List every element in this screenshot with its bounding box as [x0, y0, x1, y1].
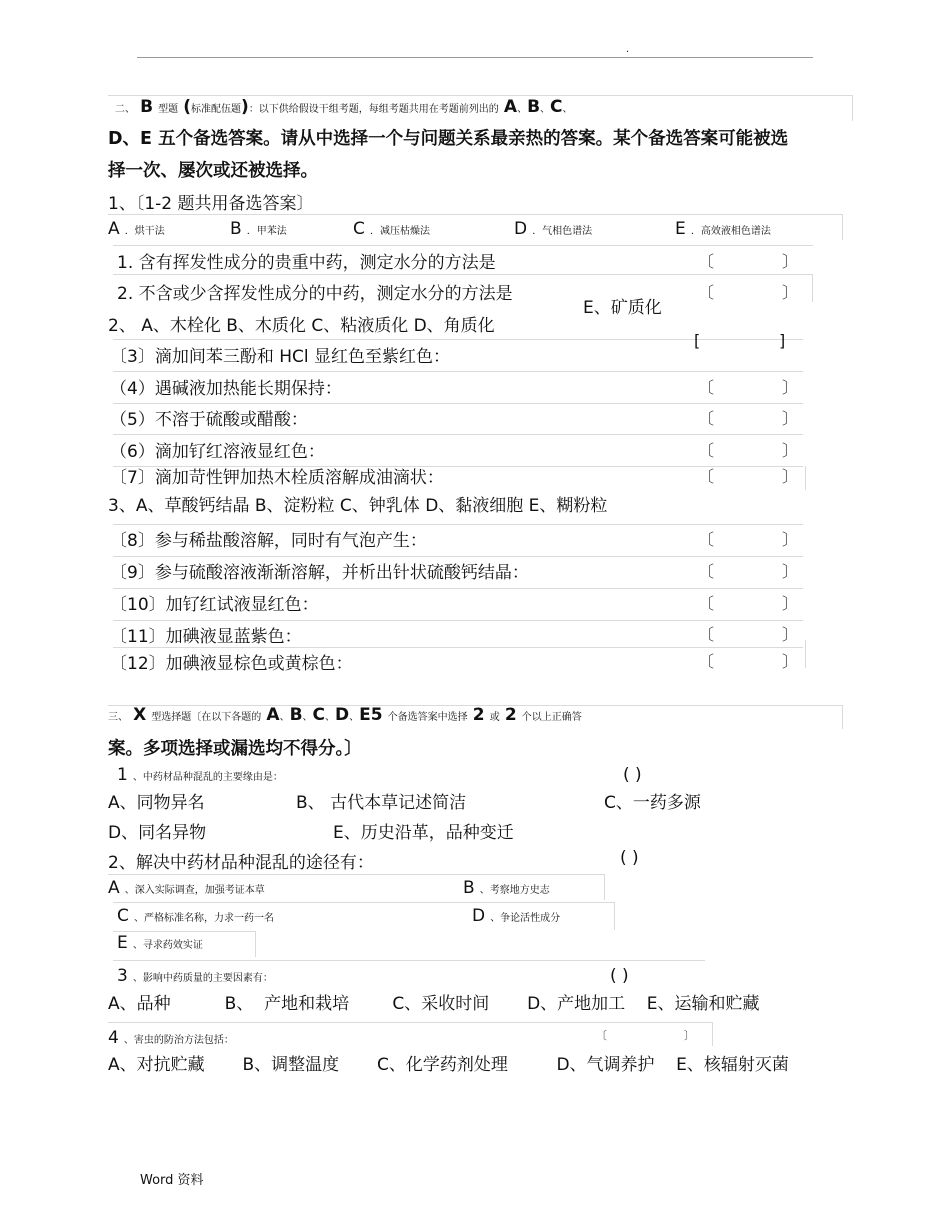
answer-bracket-right: 〕	[782, 378, 799, 397]
grid-line	[113, 902, 615, 903]
grid-line	[113, 274, 813, 275]
question-2: 2. 不含或少含挥发性成分的中药，测定水分的方法是	[117, 284, 513, 304]
question-text: 、影响中药质量的主要因素有：	[132, 973, 273, 984]
group1-option-a	[108, 219, 165, 239]
letter-a: A	[503, 97, 518, 117]
section-x-intro	[108, 704, 582, 726]
footer-text: Word 资料	[140, 1173, 204, 1188]
option-text: 、考察地方史志	[479, 885, 550, 896]
option-text: 、争论活性成分	[490, 913, 561, 924]
x-q1-option-a: A、同物异名	[108, 793, 205, 813]
question-12: 〔12〕加碘液显棕色或黄棕色：	[110, 654, 353, 674]
x-answer-bracket: 〔 〕	[596, 1029, 695, 1042]
option-letter: D	[514, 219, 528, 239]
option-text: ．减压枯燥法	[369, 226, 430, 237]
letter-c: C	[312, 705, 326, 725]
section-b-prefix: 二、	[115, 104, 135, 115]
answer-bracket-right: 〕	[782, 409, 799, 428]
group1-option-e	[675, 219, 771, 239]
x-question-4	[108, 1028, 234, 1048]
x-q4-options: A、对抗贮藏 B、调整温度 C、化学药剂处理 D、气调养护 E、核辐射灭菌	[108, 1055, 789, 1075]
answer-bracket-right: 〕	[782, 530, 799, 549]
answer-bracket-left: 〔	[698, 652, 715, 671]
sep: 、	[279, 712, 290, 723]
answer-bracket-right: 〕	[782, 625, 799, 644]
question-4: （4）遇碱液加热能长期保持：	[110, 379, 342, 399]
answer-bracket-left: 〔	[698, 625, 715, 644]
option-text: 、严格标准名称，力求一药一名	[133, 913, 274, 924]
section-b-paren-text: 标准配伍题	[191, 104, 242, 115]
answer-bracket-right: 〕	[782, 594, 799, 613]
x-q1-option-e: E、历史沿革，品种变迁	[333, 823, 514, 843]
option-text: ．高效液相色谱法	[690, 226, 771, 237]
group2-option-e: E、矿质化	[583, 298, 662, 318]
x-answer-bracket: ( )	[610, 966, 629, 986]
sep: 、	[325, 712, 336, 723]
section-x-text1: 型选择题〔在以下各题的	[151, 712, 262, 723]
x-answer-bracket: ( )	[620, 848, 639, 868]
x-q1-option-c: C、一药多源	[604, 793, 701, 813]
section-b-type: 型题	[158, 104, 179, 115]
answer-bracket-right: ]	[779, 331, 786, 350]
grid-line	[113, 960, 705, 961]
option-letter: D	[472, 906, 486, 926]
x-q1-option-b: B、 古代本草记述简洁	[296, 793, 467, 813]
option-letter: C	[117, 906, 129, 926]
section-x-line2: 案。多项选择或漏选均不得分。〕	[108, 739, 362, 759]
letter-a: A	[266, 705, 280, 725]
grid-line	[805, 466, 806, 490]
section-x-text2: 个备选答案中选择	[387, 712, 468, 723]
x-q1-option-d: D、同名异物	[108, 823, 207, 843]
x-q2-option-d	[472, 906, 560, 926]
sep: 、	[562, 104, 573, 115]
group1-option-b	[230, 219, 287, 239]
sep: 、	[540, 104, 551, 115]
grid-line	[842, 214, 843, 240]
group1-option-d	[514, 219, 592, 239]
question-7: 〔7〕滴加苛性钾加热木栓质溶解成油滴状：	[110, 468, 444, 488]
x-q2-option-b	[463, 878, 550, 898]
letter-b: B	[527, 97, 541, 117]
question-number: 4	[108, 1028, 119, 1048]
grid-line	[604, 874, 605, 900]
grid-line	[712, 1022, 713, 1046]
section-b-line3: 择一次、屡次或还被选择。	[108, 161, 318, 181]
x-question-3	[117, 966, 273, 986]
answer-bracket-right: 〕	[782, 252, 799, 271]
question-11: 〔11〕加碘液显蓝紫色：	[110, 627, 302, 647]
grid-line	[113, 647, 803, 648]
grid-line	[113, 588, 803, 589]
option-letter: C	[353, 219, 365, 239]
answer-bracket-left: 〔	[698, 378, 715, 397]
section-b-desc: ：以下供给假设干组考题，每组考题共用在考题前列出的	[248, 104, 499, 115]
group3-options: 3、A、草酸钙结晶 B、淀粉粒 C、钟乳体 D、黏液细胞 E、糊粉粒	[108, 496, 608, 516]
group1-option-c	[353, 219, 430, 239]
header-rule	[137, 57, 813, 58]
answer-bracket-right: 〕	[782, 562, 799, 581]
x-q3-options: A、品种 B、 产地和栽培 C、采收时间 D、产地加工 E、运输和贮藏	[108, 994, 760, 1014]
answer-bracket-left: 〔	[698, 441, 715, 460]
answer-bracket-left: [	[694, 331, 701, 350]
section-b-intro	[115, 96, 573, 118]
answer-bracket-right: 〕	[782, 283, 799, 302]
answer-bracket-left: 〔	[698, 562, 715, 581]
grid-line	[108, 874, 605, 875]
answer-bracket-left: 〔	[698, 594, 715, 613]
grid-line	[108, 1022, 713, 1023]
answer-bracket-right: 〕	[782, 652, 799, 671]
question-6: （6）滴加钌红溶液显红色：	[110, 442, 325, 462]
grid-line	[113, 403, 803, 404]
answer-bracket-right: 〕	[782, 441, 799, 460]
option-letter: E	[675, 219, 686, 239]
question-3: 〔3〕滴加间苯三酚和 HCl 显红色至紫红色：	[110, 347, 450, 367]
question-5: （5）不溶于硫酸或醋酸：	[110, 410, 308, 430]
option-text: 、寻求药效实证	[132, 940, 203, 951]
answer-bracket-left: 〔	[698, 252, 715, 271]
grid-line	[113, 245, 813, 246]
option-text: ．甲苯法	[246, 226, 287, 237]
question-text: 、害虫的防治方法包括：	[123, 1035, 234, 1046]
paren-open: (	[183, 97, 192, 117]
grid-line	[614, 902, 615, 930]
question-10: 〔10〕加钌红试液显红色：	[110, 595, 319, 615]
sep: 、	[517, 104, 528, 115]
option-letter: B	[463, 878, 475, 898]
x-question-2: 2、解决中药材品种混乱的途径有：	[108, 853, 374, 873]
option-letter: E	[117, 933, 128, 953]
grid-line	[113, 620, 803, 621]
word-or: 或	[489, 712, 500, 723]
section-x-prefix: 三、	[108, 712, 128, 723]
section-x-text3: 个以上正确答	[521, 712, 582, 723]
option-text: ．气相色谱法	[532, 226, 593, 237]
option-letter: A	[108, 878, 120, 898]
grid-line	[852, 95, 853, 121]
answer-bracket-left: 〔	[698, 409, 715, 428]
answer-bracket-left: 〔	[698, 467, 715, 486]
grid-line	[812, 274, 813, 302]
option-letter: B	[230, 219, 242, 239]
question-number: 3	[117, 966, 128, 986]
section-b-letter: B	[140, 97, 154, 117]
grid-line	[113, 524, 803, 525]
answer-bracket-right: 〕	[782, 467, 799, 486]
option-text: ．烘干法	[124, 226, 165, 237]
grid-line	[842, 705, 843, 729]
option-text: 、深入实际调查，加强考证本草	[124, 885, 265, 896]
question-9: 〔9〕参与硫酸溶液渐渐溶解，并析出针状硫酸钙结晶：	[110, 563, 529, 583]
sep: 、	[302, 712, 313, 723]
question-8: 〔8〕参与稀盐酸溶解，同时有气泡产生：	[110, 531, 427, 551]
x-q2-option-a	[108, 878, 265, 898]
number-two: 2	[472, 705, 485, 725]
grid-line	[113, 434, 803, 435]
x-q2-option-e	[117, 933, 203, 953]
question-text: 、中药材品种混乱的主要缘由是：	[132, 772, 283, 783]
group1-title: 1、〔1-2 题共用备选答案〕	[108, 194, 314, 214]
option-letter: A	[108, 219, 120, 239]
grid-line	[113, 371, 803, 372]
question-number: 1	[117, 765, 128, 785]
answer-bracket-left: 〔	[698, 530, 715, 549]
x-q2-option-c	[117, 906, 274, 926]
grid-line	[255, 931, 256, 957]
letter-c: C	[550, 97, 563, 117]
sep: 、	[349, 712, 360, 723]
letter-d: D	[335, 705, 350, 725]
number-two: 2	[504, 705, 517, 725]
letter-b: B	[289, 705, 303, 725]
group2-options: 2、 A、木栓化 B、木质化 C、粘液质化 D、角质化	[108, 316, 495, 336]
x-question-1	[117, 765, 283, 785]
header-dot: .	[626, 44, 630, 55]
x-answer-bracket: ( )	[623, 765, 642, 785]
grid-line	[805, 640, 806, 668]
answer-bracket-left: 〔	[698, 283, 715, 302]
grid-line	[113, 556, 803, 557]
question-1: 1. 含有挥发性成分的贵重中药，测定水分的方法是	[117, 253, 496, 273]
section-x-letter: X	[133, 705, 147, 725]
paren-close: )	[241, 97, 249, 117]
section-b-line2: D、E 五个备选答案。请从中选择一个与问题关系最亲热的答案。某个备选答案可能被选	[108, 129, 789, 149]
grid-line	[113, 931, 256, 932]
letter-e5: E5	[359, 705, 383, 725]
grid-line	[108, 214, 843, 215]
